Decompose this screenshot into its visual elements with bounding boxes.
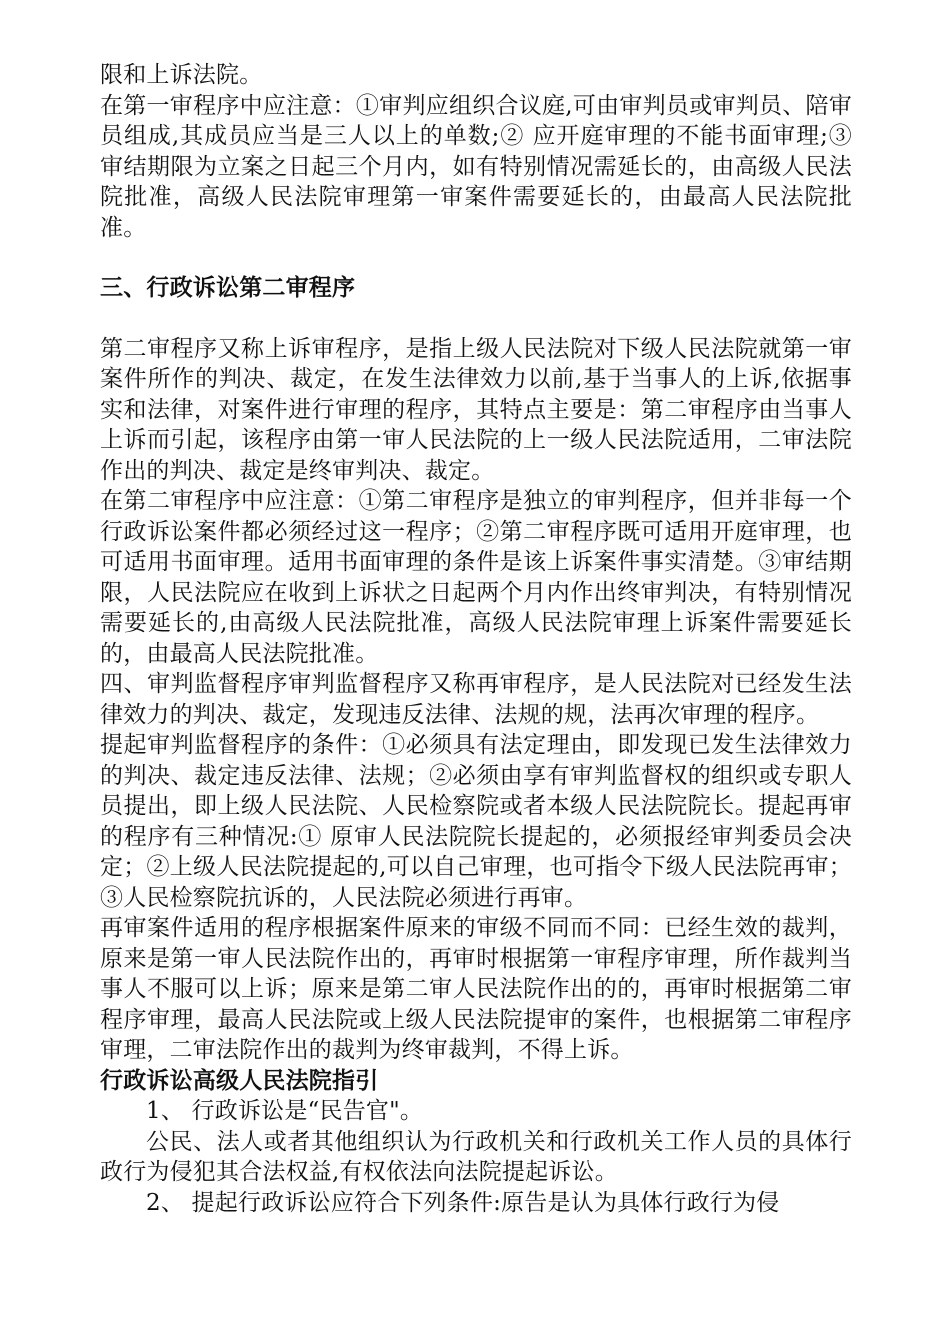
guide-item-1: 1、 行政诉讼是“民告官"。 — [146, 1098, 424, 1124]
guide-item-2: 2、 提起行政诉讼应符合下列条件:原告是认为具体行政行为侵 — [146, 1189, 780, 1216]
paragraph-second-instance-definition: 第二审程序又称上诉审程序，是指上级人民法院对下级人民法院就第一审案件所作的判决、裁定，在发生法律效力以前,基于当事人的上诉,依据事实和法律，对案件进行审理的程序，其特点主要是：第二审程序由当事人上诉而引起，该程序由第一审人民法院的上一级人民法院适用，二审法院作出的判决、裁定是终审判决、裁定。 — [100, 335, 852, 484]
guide-heading: 行政诉讼高级人民法院指引 — [100, 1067, 379, 1094]
section-heading-second-instance: 三、行政诉讼第二审程序 — [100, 275, 356, 301]
guide-paragraph: 公民、法人或者其他组织认为行政机关和行政机关工作人员的具体行政行为侵犯其合法权益,有权依法向法院提起诉讼。 — [100, 1128, 852, 1185]
paragraph-retrial-procedure: 再审案件适用的程序根据案件原来的审级不同而不同：已经生效的裁判，原来是第一审人民法院作出的，再审时根据第一审程序审理，所作裁判当事人不服可以上诉；原来是第二审人民法院作出的的，再审时根据第二审程序审理，最高人民法院或上级人民法院提审的案件，也根据第二审程序审理，二审法院作出的裁判为终审裁判，不得上诉。 — [100, 915, 852, 1063]
paragraph-first-instance-notes: 在第一审程序中应注意：①审判应组织合议庭,可由审判员或审判员、陪审员组成,其成员应当是三人以上的单数;② 应开庭审理的不能书面审理;③ 审结期限为立案之日起三个月内，如有特别情况需延长的，由高级人民法院批准，高级人民法院审理第一审案件需要延长的，由最高人民法院批准。 — [100, 92, 852, 241]
paragraph-second-instance-notes: 在第二审程序中应注意：①第二审程序是独立的审判程序，但并非每一个行政诉讼案件都必须经过这一程序；②第二审程序既可适用开庭审理，也可适用书面审理。适用书面审理的条件是该上诉案件事实清楚。③审结期限，人民法院应在收到上诉状之日起两个月内作出终审判决，有特别情况需要延长的,由高级人民法院批准，高级人民法院审理上诉案件需要延长的，由最高人民法院批准。 — [100, 488, 852, 667]
document-page — [100, 60, 852, 1218]
paragraph-appeal-court: 限和上诉法院。 — [100, 62, 263, 88]
paragraph-retrial-definition: 四、审判监督程序审判监督程序又称再审程序，是人民法院对已经发生法律效力的判决、裁定，发现违反法律、法规的规，法再次审理的程序。 — [100, 671, 852, 728]
paragraph-retrial-conditions: 提起审判监督程序的条件：①必须具有法定理由，即发现已发生法律效力的判决、裁定违反法律、法规；②必须由享有审判监督权的组织或专职人员提出，即上级人民法院、人民检察院或者本级人民法院院长。提起再审的程序有三种情况:① 原审人民法院院长提起的，必须报经审判委员会决定；②上级人民法院提起的,可以自己审理，也可指令下级人民法院再审；③人民检察院抗诉的，人民法院必须进行再审。 — [100, 732, 852, 911]
